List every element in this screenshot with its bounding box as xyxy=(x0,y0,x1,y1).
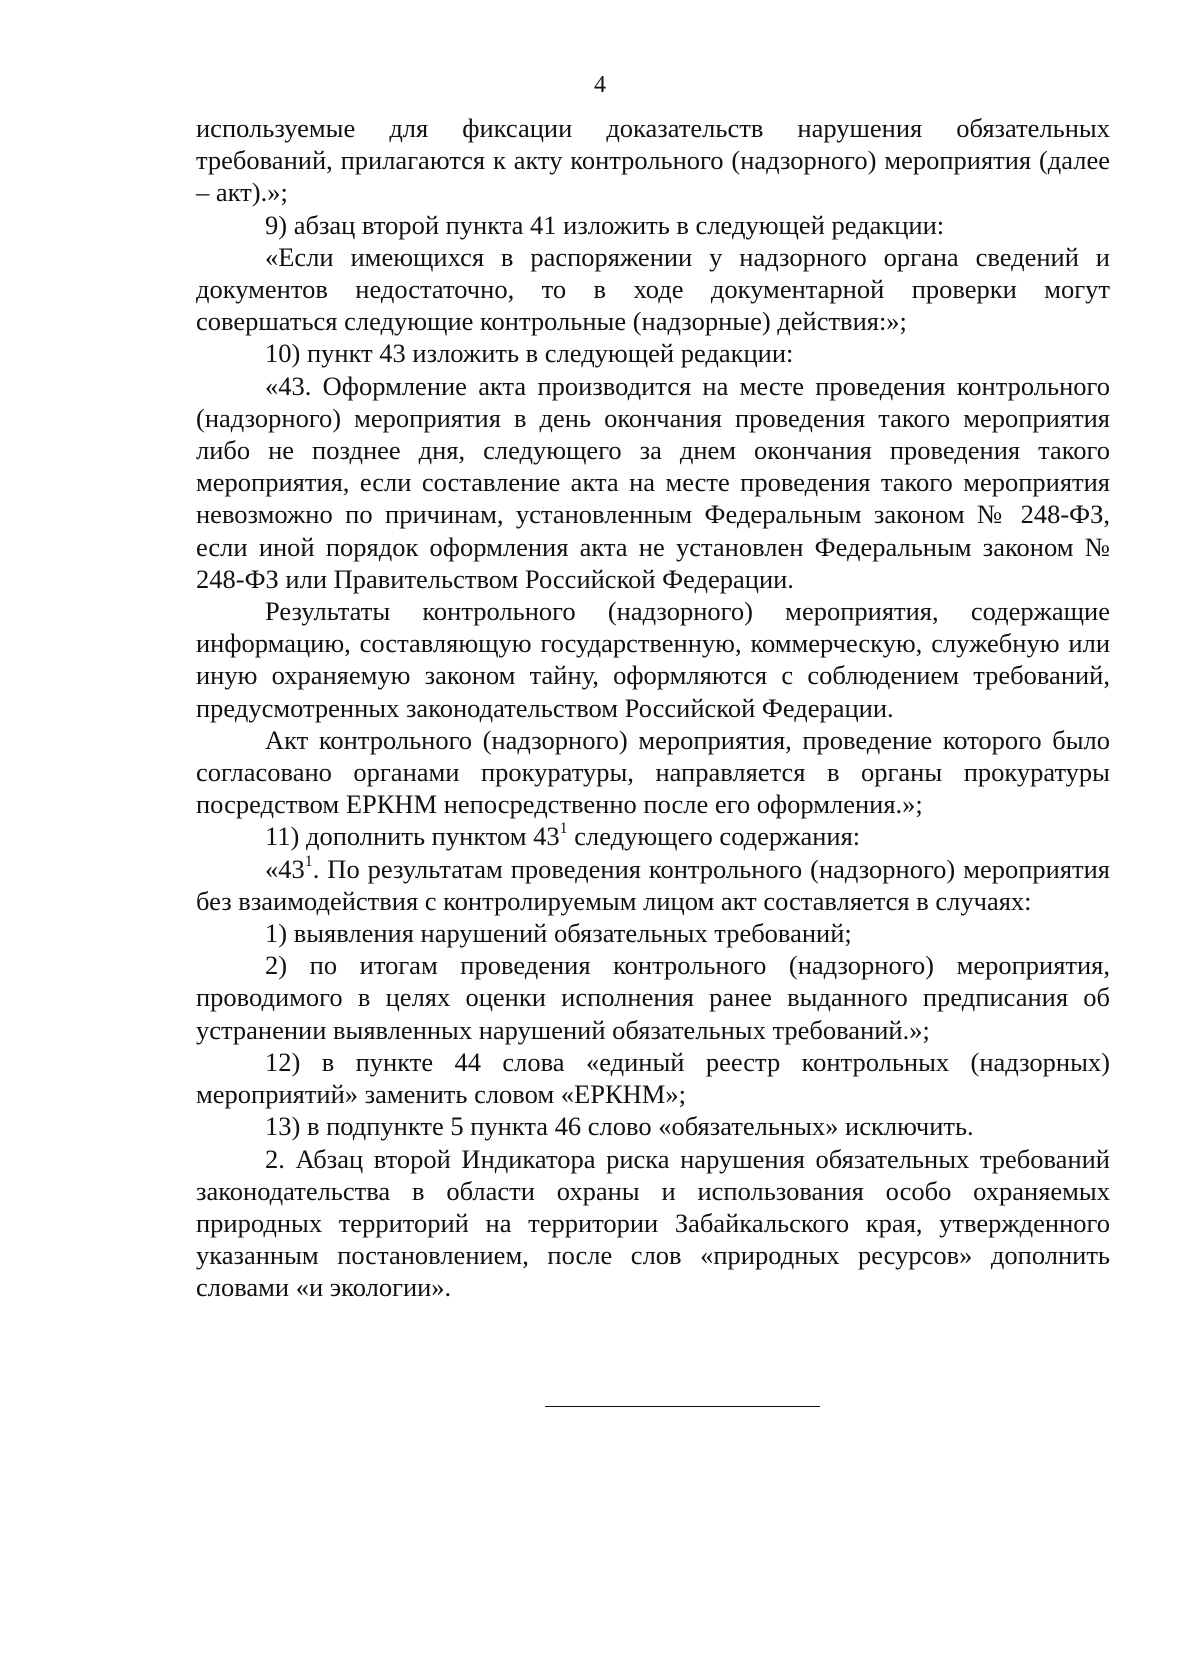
document-body xyxy=(196,112,1110,1304)
paragraph-results: Результаты контрольного (надзорного) мероприятия, содержащие информацию, составляющую государственную, коммерческую, служебную или иную охраняемую законом тайну, оформляются с соблюдением требований, предусмотренных законодательством Российской Федерации. xyxy=(196,596,1110,723)
paragraph-act-prosecutor: Акт контрольного (надзорного) мероприятия, проведение которого было согласовано органами прокуратуры, направляется в органы прокуратуры посредством ЕРКНМ непосредственно после его оформления.»; xyxy=(196,724,1110,820)
item-11-text-end: следующего содержания: xyxy=(567,821,861,852)
item-43-1-superscript: 1 xyxy=(304,852,313,870)
page-number: 4 xyxy=(594,72,606,98)
paragraph-item-11 xyxy=(196,820,1110,852)
paragraph-item-9: 9) абзац второй пункта 41 изложить в следующей редакции: xyxy=(265,209,945,240)
paragraph-item-12: 12) в пункте 44 слова «единый реестр контрольных (надзорных) мероприятий» заменить словом «ЕРКНМ»; xyxy=(196,1046,1110,1110)
item-43-1-text-end: . По результатам проведения контрольного (надзорного) мероприятия без взаимодействия с контролируемым лицом акт составляется в случаях: xyxy=(196,853,1110,916)
paragraph-item-10: 10) пункт 43 изложить в следующей редакции: xyxy=(265,338,794,369)
paragraph-case-2: 2) по итогам проведения контрольного (надзорного) мероприятия, проводимого в целях оценки исполнения ранее выданного предписания об устранении выявленных нарушений обязательных требований.»; xyxy=(196,950,1110,1045)
paragraph-case-1: 1) выявления нарушений обязательных требований; xyxy=(265,918,852,949)
paragraph-section-2: 2. Абзац второй Индикатора риска нарушения обязательных требований законодательства в области охраны и использования особо охраняемых природных территорий на территории Забайкальского края, утвержденного указанным постановлением, после слов «природных ресурсов» дополнить словами «и экологии». xyxy=(196,1143,1110,1303)
item-43-1-text: «43 xyxy=(265,853,305,884)
paragraph-quote-43-1 xyxy=(196,853,1110,917)
item-11-text: 11) дополнить пунктом 43 xyxy=(265,821,560,852)
item-11-superscript: 1 xyxy=(559,820,568,838)
paragraph-quote-43: «43. Оформление акта производится на месте проведения контрольного (надзорного) мероприятия в день окончания проведения такого мероприятия либо не позднее дня, следующего за днем окончания проведения такого мероприятия, если составление акта на месте проведения такого мероприятия невозможно по причинам, установленным Федеральным законом № 248-ФЗ, если иной порядок оформления акта не установлен Федеральным законом № 248-ФЗ или Правительством Российской Федерации. xyxy=(196,370,1110,594)
paragraph-continuation: используемые для фиксации доказательств нарушения обязательных требований, прилагаются к акту контрольного (надзорного) мероприятия (далее – акт).»; xyxy=(196,113,1110,208)
paragraph-item-13: 13) в подпункте 5 пункта 46 слово «обязательных» исключить. xyxy=(265,1111,974,1142)
end-of-document-rule xyxy=(545,1406,820,1407)
paragraph-quote-41: «Если имеющихся в распоряжении у надзорного органа сведений и документов недостаточно, то в ходе документарной проверки могут совершаться следующие контрольные (надзорные) действия:»; xyxy=(196,241,1110,337)
